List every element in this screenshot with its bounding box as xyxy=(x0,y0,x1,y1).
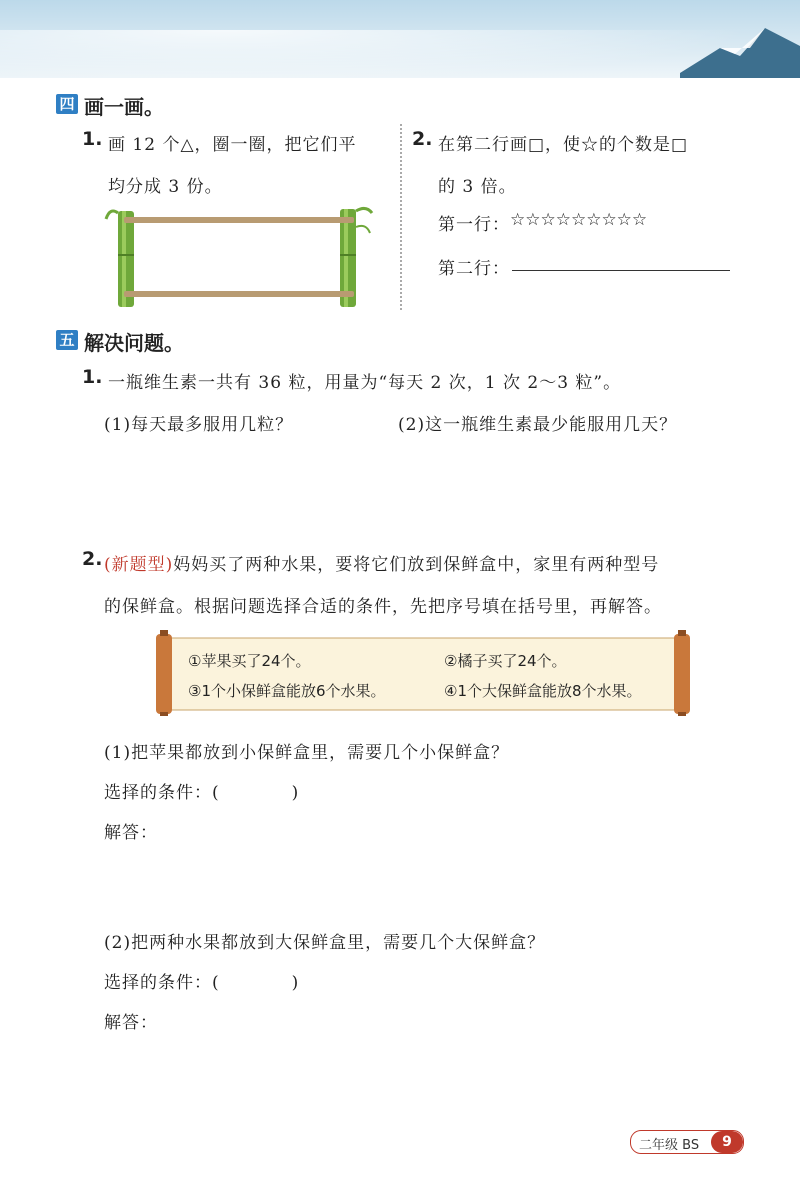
bamboo-frame-drawing-area[interactable] xyxy=(104,205,376,309)
condition-item: ④1个大保鲜盒能放8个水果。 xyxy=(444,682,642,700)
answer-label: 解答： xyxy=(104,823,158,843)
new-type-tag: (新题型) xyxy=(104,555,174,575)
page-footer-badge xyxy=(630,1130,744,1154)
section-title-4: 画一画。 xyxy=(84,95,164,119)
conditions-scroll xyxy=(156,630,690,716)
question-number: 1. xyxy=(82,128,103,150)
column-divider xyxy=(400,124,402,310)
mountain-illustration xyxy=(680,18,800,78)
question-text: 均分成 3 份。 xyxy=(108,177,223,197)
question-text: 一瓶维生素一共有 36 粒，用量为“每天 2 次，1 次 2～3 粒”。 xyxy=(108,373,622,393)
condition-item: ①苹果买了24个。 xyxy=(188,652,311,670)
page-number: 9 xyxy=(711,1131,743,1153)
select-conditions-blank[interactable]: 选择的条件：( ) xyxy=(104,783,300,803)
section-badge-5: 五 xyxy=(56,330,78,350)
question-number: 2. xyxy=(82,548,103,570)
row-label: 第一行： xyxy=(438,215,510,235)
row-label: 第二行： xyxy=(438,259,510,279)
sub-question: (2)这一瓶维生素最少能服用几天？ xyxy=(398,415,678,435)
question-text: 画 12 个△，圈一圈，把它们平 xyxy=(108,135,357,155)
grade-label: 二年级 BS xyxy=(639,1138,700,1153)
sub-question: (2)把两种水果都放到大保鲜盒里，需要几个大保鲜盒？ xyxy=(104,933,546,953)
condition-item: ②橘子买了24个。 xyxy=(444,652,567,670)
question-text-line1: 妈妈买了两种水果，要将它们放到保鲜盒中，家里有两种型号 xyxy=(173,555,660,575)
question-number: 1. xyxy=(82,366,103,388)
sub-question: (1)每天最多服用几粒？ xyxy=(104,415,294,435)
question-text: 的保鲜盒。根据问题选择合适的条件，先把序号填在括号里，再解答。 xyxy=(104,597,662,617)
select-conditions-blank[interactable]: 选择的条件：( ) xyxy=(104,973,300,993)
question-text: 在第二行画□，使☆的个数是□ xyxy=(438,135,689,155)
condition-item: ③1个小保鲜盒能放6个水果。 xyxy=(188,682,386,700)
stars-row: ☆☆☆☆☆☆☆☆☆ xyxy=(510,210,648,230)
answer-line[interactable] xyxy=(512,270,730,271)
question-text xyxy=(104,550,659,575)
sub-question: (1)把苹果都放到小保鲜盒里，需要几个小保鲜盒？ xyxy=(104,743,510,763)
question-number: 2. xyxy=(412,128,433,150)
question-text: 的 3 倍。 xyxy=(438,177,517,197)
section-badge-4: 四 xyxy=(56,94,78,114)
top-banner xyxy=(0,0,800,78)
section-title-5: 解决问题。 xyxy=(84,331,184,355)
answer-label: 解答： xyxy=(104,1013,158,1033)
